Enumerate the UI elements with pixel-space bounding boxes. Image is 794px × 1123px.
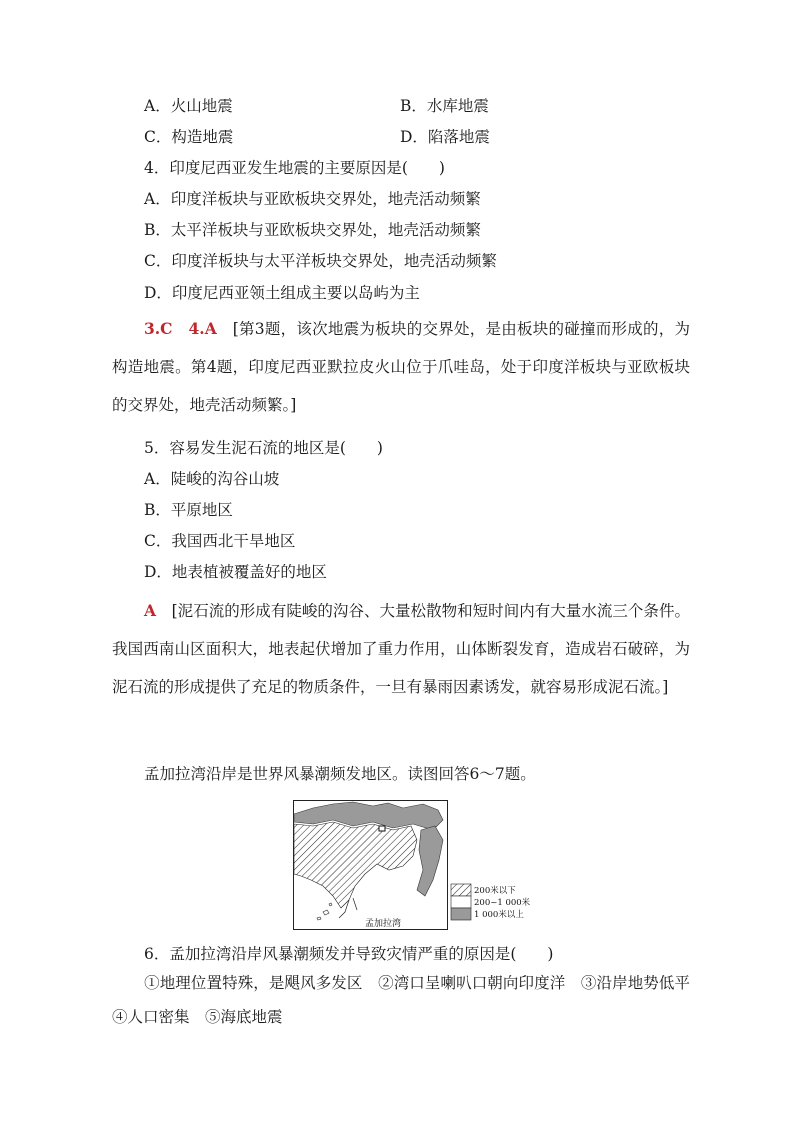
bay-label: 孟加拉湾 <box>365 919 402 929</box>
answer-5 <box>112 592 690 706</box>
q4-option-d: D．印度尼西亚领土组成主要以岛屿为主 <box>144 284 420 302</box>
answer-key: 3.C 4.A <box>144 319 217 338</box>
q5-option-b: B．平原地区 <box>144 501 233 519</box>
q5-option-d: D．地表植被覆盖好的地区 <box>144 563 327 581</box>
q3-option-b: B．水库地震 <box>400 97 489 115</box>
legend-swatch-mid <box>451 896 471 908</box>
intro-6-7: 孟加拉湾沿岸是世界风暴潮频发地区。读图回答6～7题。 <box>144 765 536 783</box>
answer-explanation: [泥石流的形成有陡峻的沟谷、大量松散物和短时间内有大量水流三个条件。我国西南山区面积大，地表起伏增加了重力作用，山体断裂发育，造成岩石破碎，为泥石流的形成提供了充足的物质条件，一旦有暴雨因素诱发，就容易形成泥石流。] <box>112 602 690 696</box>
q3-option-c: C．构造地震 <box>144 128 234 146</box>
q5-option-a: A．陡峻的沟谷山坡 <box>144 470 280 488</box>
city-marker <box>379 826 385 831</box>
legend-swatch-high <box>451 908 471 920</box>
legend-swatch-lowland <box>451 884 471 896</box>
bay-of-bengal-map <box>293 800 536 930</box>
q6-items <box>112 966 706 1034</box>
legend-label-2: 1 000米以上 <box>474 910 524 920</box>
q5-option-c: C．我国西北干旱地区 <box>144 532 296 550</box>
q4-option-a: A．印度洋板块与亚欧板块交界处，地壳活动频繁 <box>144 190 481 208</box>
answer-3-4 <box>112 310 690 424</box>
q4-stem: 4．印度尼西亚发生地震的主要原因是( ) <box>144 159 445 177</box>
answer-key: A <box>144 601 157 620</box>
q4-option-b: B．太平洋板块与亚欧板块交界处，地壳活动频繁 <box>144 221 481 239</box>
answer-explanation: [第3题，该次地震为板块的交界处，是由板块的碰撞而形成的，为构造地震。第4题，印度尼西亚默拉皮火山位于爪哇岛，处于印度洋板块与亚欧板块的交界处，地壳活动频繁。] <box>112 320 690 414</box>
q3-option-d: D．陷落地震 <box>400 128 490 146</box>
q4-option-c: C．印度洋板块与太平洋板块交界处，地壳活动频繁 <box>144 252 497 270</box>
q5-stem: 5．容易发生泥石流的地区是( ) <box>144 439 383 457</box>
legend-label-1: 200~1 000米 <box>474 898 531 908</box>
legend-label-0: 200米以下 <box>474 886 516 896</box>
q3-option-a: A．火山地震 <box>144 97 233 115</box>
q6-stem: 6．孟加拉湾沿岸风暴潮频发并导致灾情严重的原因是( ) <box>144 945 554 963</box>
q6-items-text: ①地理位置特殊，是飓风多发区 ②湾口呈喇叭口朝向印度洋 ③沿岸地势低平 ④人口密集 ⑤海底地震 <box>112 974 706 1026</box>
